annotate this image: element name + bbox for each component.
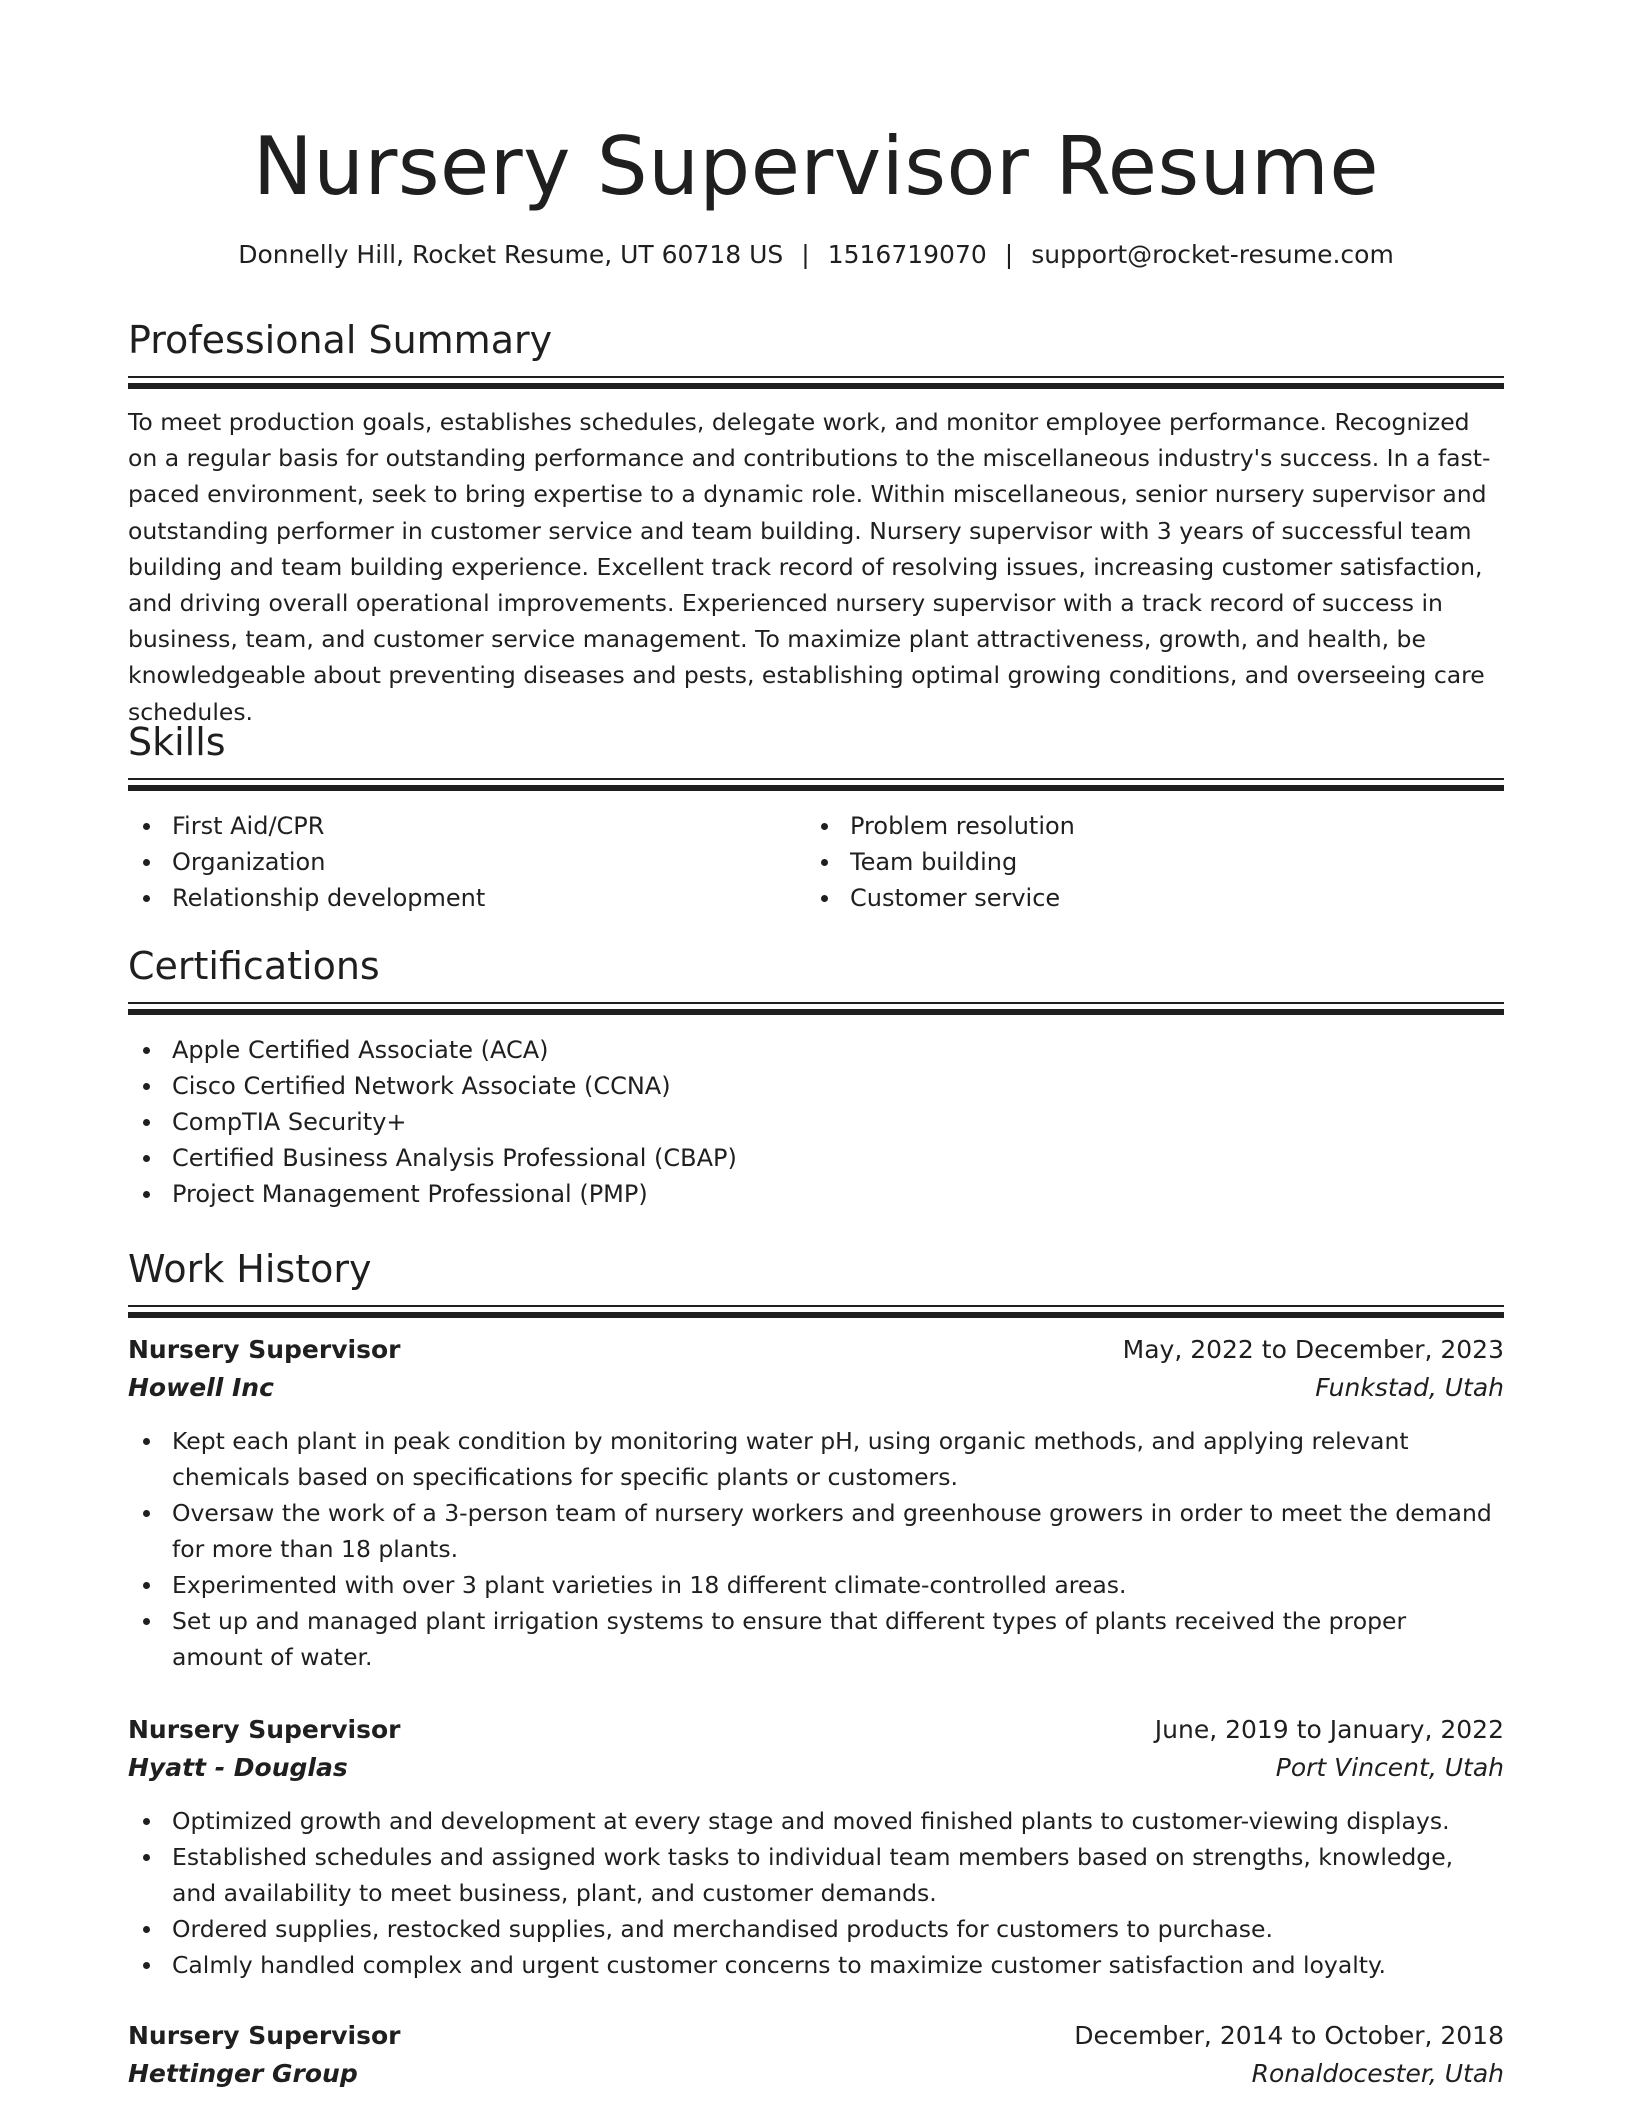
job-entry [128, 1331, 1504, 1675]
contact-address: Donnelly Hill, Rocket Resume, UT 60718 US [238, 240, 784, 269]
job-location: Port Vincent, Utah [1275, 1753, 1504, 1782]
job-bullet: Set up and managed plant irrigation systems to ensure that different types of plants received the proper amount of water. [128, 1603, 1504, 1675]
skill-item: Problem resolution [806, 808, 1466, 844]
skill-item: Team building [806, 844, 1466, 880]
section-rule [128, 1305, 1504, 1307]
job-bullet: Optimized growth and development at every stage and moved finished plants to customer-viewing displays. [128, 1803, 1504, 1839]
certification-item: Cisco Certified Network Associate (CCNA) [128, 1068, 1504, 1104]
job-bullet: Calmly handled complex and urgent customer concerns to maximize customer satisfaction and loyalty. [128, 1947, 1504, 1983]
certifications-heading: Certifications [128, 944, 380, 988]
job-company: Hyatt - Douglas [128, 1753, 348, 1782]
contact-phone: 1516719070 [827, 240, 987, 269]
section-rule [128, 1312, 1504, 1318]
job-bullet: Kept each plant in peak condition by monitoring water pH, using organic methods, and applying relevant chemicals based on specifications for specific plants or customers. [128, 1423, 1504, 1495]
skills-column-left [128, 808, 788, 916]
contact-separator: | [1004, 240, 1014, 269]
job-dates: December, 2014 to October, 2018 [1074, 2021, 1504, 2050]
section-rule [128, 1009, 1504, 1015]
job-entry [128, 2017, 1504, 2093]
job-location: Ronaldocester, Utah [1251, 2059, 1504, 2088]
skills-column-right [806, 808, 1466, 916]
skill-item: First Aid/CPR [128, 808, 788, 844]
job-bullet: Established schedules and assigned work tasks to individual team members based on strengths, knowledge, and availability to meet business, plant, and customer demands. [128, 1839, 1504, 1911]
job-entry [128, 1711, 1504, 1983]
skill-item: Relationship development [128, 880, 788, 916]
skill-item: Organization [128, 844, 788, 880]
section-rule [128, 383, 1504, 389]
job-title: Nursery Supervisor [128, 1335, 401, 1364]
summary-text: To meet production goals, establishes schedules, delegate work, and monitor employee performance. Recognized on a regular basis for outstanding performance and contributions to the miscellaneous industry's success. In a fast-paced environment, seek to bring expertise to a dynamic role. Within miscellaneous, senior nursery supervisor and outstanding performer in customer service and team building. Nursery supervisor with 3 years of successful team building and team building experience. Excellent track record of resolving issues, increasing customer satisfaction, and driving overall operational improvements. Experienced nursery supervisor with a track record of success in business, team, and customer service management. To maximize plant attractiveness, growth, and health, be knowledgeable about preventing diseases and pests, establishing optimal growing conditions, and overseeing care schedules. [128, 408, 1491, 726]
job-title: Nursery Supervisor [128, 1715, 401, 1744]
job-company: Hettinger Group [128, 2059, 358, 2088]
contact-separator: | [801, 240, 810, 269]
job-location: Funkstad, Utah [1315, 1373, 1504, 1402]
skills-section-header [128, 716, 1504, 791]
job-title: Nursery Supervisor [128, 2021, 401, 2050]
certifications-list [128, 1032, 1504, 1212]
section-rule [128, 1002, 1504, 1004]
job-bullet: Experimented with over 3 plant varieties in 18 different climate-controlled areas. [128, 1567, 1504, 1603]
skills-heading: Skills [128, 720, 226, 764]
job-bullet: Oversaw the work of a 3-person team of nursery workers and greenhouse growers in order to meet the demand for more than 18 plants. [128, 1495, 1504, 1567]
job-bullet: Ordered supplies, restocked supplies, and merchandised products for customers to purchase. [128, 1911, 1504, 1947]
job-company: Howell Inc [128, 1373, 274, 1402]
certification-item: CompTIA Security+ [128, 1104, 1504, 1140]
job-dates: May, 2022 to December, 2023 [1122, 1335, 1504, 1364]
summary-section-header [128, 314, 1504, 389]
certification-item: Certified Business Analysis Professional (CBAP) [128, 1140, 1504, 1176]
skill-item: Customer service [806, 880, 1466, 916]
page-title: Nursery Supervisor Resume [252, 120, 1380, 213]
section-rule [128, 778, 1504, 780]
summary-heading: Professional Summary [128, 318, 553, 362]
job-dates: June, 2019 to January, 2022 [1154, 1715, 1504, 1744]
work-heading: Work History [128, 1247, 372, 1291]
contact-email[interactable]: support@rocket-resume.com [1031, 240, 1394, 269]
section-rule [128, 376, 1504, 378]
certification-item: Project Management Professional (PMP) [128, 1176, 1504, 1212]
section-rule [128, 785, 1504, 791]
certifications-section-header [128, 940, 1504, 1015]
certification-item: Apple Certified Associate (ACA) [128, 1032, 1504, 1068]
contact-line [0, 237, 1632, 273]
work-section-header [128, 1243, 1504, 1318]
